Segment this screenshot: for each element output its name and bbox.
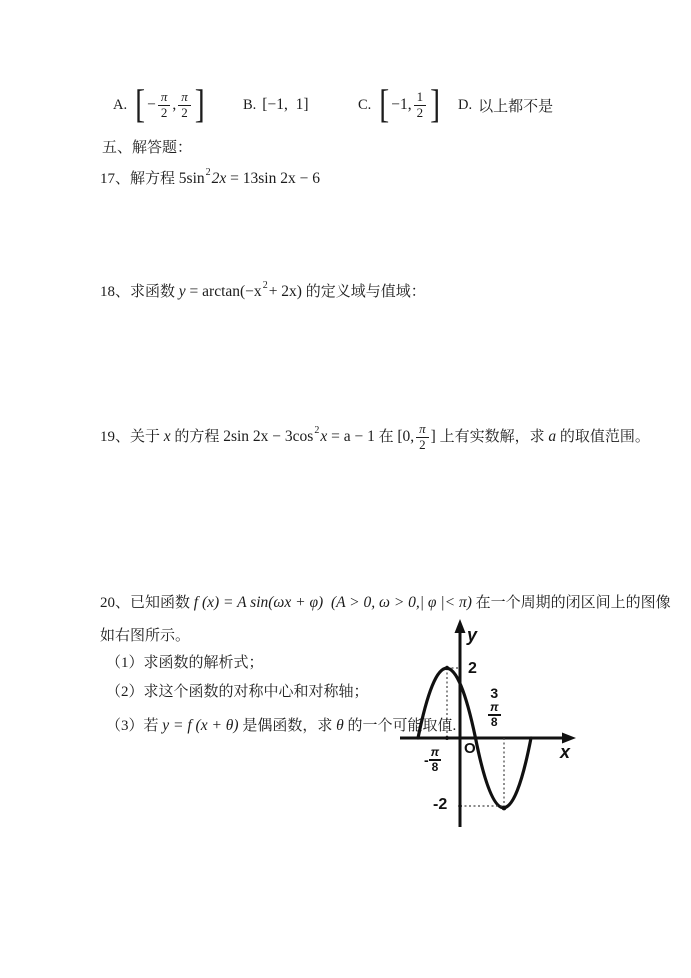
option-a: [113, 82, 207, 128]
x-tick-neg-pi-8: [424, 746, 441, 774]
subquestion-text: （3）若: [106, 717, 163, 734]
question-number: 20、: [100, 594, 131, 611]
math-expression: + 2x): [268, 283, 302, 301]
subquestion-text: 是偶函数，求: [238, 717, 337, 734]
interval-right: ]: [430, 428, 436, 446]
question-text: 解方程: [130, 170, 179, 187]
fraction-numerator: π: [158, 90, 171, 106]
question-20-part2: [106, 685, 369, 700]
section-header: [102, 141, 192, 156]
y-axis-tick-point: [458, 804, 462, 808]
math-variable: a: [548, 428, 557, 446]
x-axis-label: x: [560, 742, 571, 762]
math-variable: x: [163, 428, 171, 446]
question-20-part1: [106, 656, 264, 671]
option-b-label: B.: [243, 96, 257, 113]
question-text: 的定义域与值域：: [301, 283, 426, 300]
function-graph: [395, 612, 605, 847]
fraction-numerator: 1: [414, 90, 427, 106]
question-text: 上有实数解，求: [435, 428, 549, 445]
origin-label: O: [464, 740, 476, 757]
option-b-interval: [−1, 1]: [262, 96, 309, 113]
fraction-pi-over-8: [488, 701, 501, 729]
fraction-pi-over-2: [158, 90, 171, 121]
min-point: [502, 806, 507, 811]
math-equation: = a − 1: [327, 428, 375, 446]
question-text: 求函数: [130, 283, 179, 300]
fraction-denominator: 8: [490, 714, 498, 729]
question-number: 17、: [100, 170, 131, 187]
subquestion-text: （1）求函数的解析式；: [106, 655, 264, 671]
fraction-1-over-2: [414, 90, 427, 121]
fraction-pi-over-2: [178, 90, 191, 121]
interval-left: [0,: [397, 428, 415, 446]
option-c-label: C.: [358, 96, 372, 113]
question-19: [100, 417, 650, 457]
fraction-denominator: 2: [419, 436, 426, 452]
question-number: 18、: [100, 283, 131, 300]
x-axis-tick-point: [445, 736, 449, 740]
comma: ,: [172, 96, 177, 113]
question-17: [100, 166, 320, 192]
question-18: [100, 279, 426, 305]
x-tick-3pi-8: [488, 686, 501, 729]
math-expression: y = f (x + θ): [162, 717, 239, 735]
fraction-denominator: 8: [431, 760, 439, 775]
right-bracket: ]: [194, 82, 205, 127]
subquestion-text: （2）求这个函数的对称中心和对称轴；: [106, 684, 369, 700]
subquestion-text: 的一个可能取值.: [343, 717, 457, 734]
right-bracket: ]: [430, 82, 441, 127]
question-text: 在: [374, 428, 398, 445]
fraction-denominator: 2: [416, 104, 424, 120]
left-bracket: [: [135, 82, 146, 127]
option-b: [243, 82, 309, 128]
fraction-numerator: π: [429, 746, 442, 761]
question-text: 如右图所示。: [100, 628, 191, 644]
coefficient-3: 3: [490, 685, 499, 701]
sine-curve-plot: [395, 612, 605, 847]
y-max-label: 2: [468, 660, 477, 677]
question-number: 19、: [100, 428, 131, 445]
math-expression: 2sin 2x − 3cos: [223, 428, 314, 446]
question-text: 已知函数: [130, 594, 194, 611]
math-equation: = 13sin 2x − 6: [226, 170, 320, 188]
fraction-numerator: π: [416, 422, 429, 438]
option-c: [358, 82, 442, 128]
question-text: 的取值范围。: [556, 428, 650, 445]
math-variable: x: [320, 428, 328, 446]
question-text: 的方程: [170, 428, 224, 445]
math-function-def: f (x) = A sin(ωx + φ): [193, 594, 324, 612]
y-axis-label: y: [467, 625, 478, 645]
math-variable: y: [178, 283, 186, 301]
option-c-text: −1,: [391, 96, 412, 113]
question-text: 关于: [130, 428, 164, 445]
max-point: [445, 666, 449, 670]
exponent: 2: [205, 167, 211, 178]
math-expression: = arctan(−x: [185, 283, 262, 301]
option-a-label: A.: [113, 96, 128, 113]
left-bracket: [: [379, 82, 390, 127]
math-conditions: (A > 0, ω > 0,| φ |< π): [323, 594, 472, 612]
fraction-denominator: 2: [160, 104, 168, 120]
minus-sign: −: [147, 96, 156, 113]
question-text: 在一个周期的闭区间上的图像: [471, 594, 671, 611]
math-variable: θ: [336, 717, 344, 735]
option-d: [458, 82, 553, 128]
exponent: 2: [314, 425, 320, 436]
option-d-label: D.: [458, 96, 473, 113]
exponent: 2: [262, 280, 268, 291]
fraction-numerator: π: [178, 90, 191, 106]
math-term: 5sin: [178, 170, 205, 188]
y-min-label: -2: [433, 796, 448, 813]
math-term: 2x: [211, 170, 227, 188]
section-title: 五、解答题：: [102, 140, 193, 156]
option-d-text: 以上都不是: [478, 98, 554, 115]
fraction-pi-over-8: [429, 746, 442, 774]
fraction-pi-over-2: [416, 422, 429, 453]
minus-sign: -: [424, 752, 429, 769]
fraction-denominator: 2: [181, 104, 188, 120]
y-axis-arrow-icon: [455, 619, 466, 633]
fraction-numerator: π: [488, 701, 501, 716]
question-20-line2: [100, 629, 190, 644]
